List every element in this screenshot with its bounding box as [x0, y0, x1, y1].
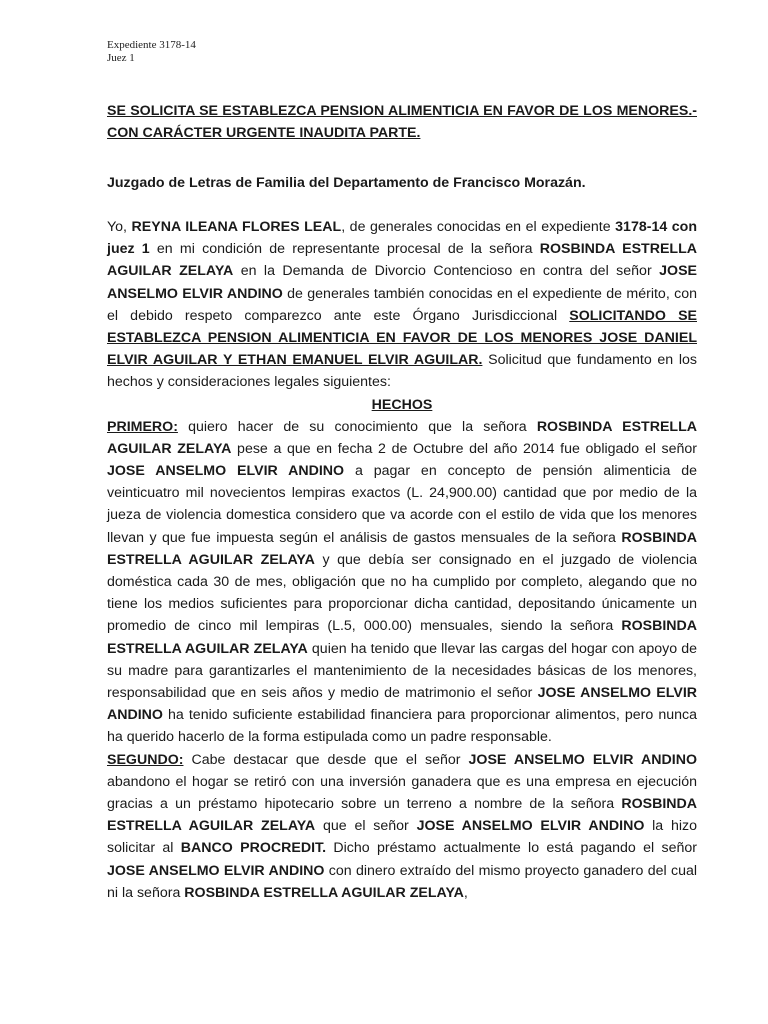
segundo-label: SEGUNDO: [107, 751, 184, 768]
paragraph-text: con dinero extraído del mismo proyecto ganadero del cual ni la señora [107, 862, 698, 901]
opponent-name: JOSE ANSELMO ELVIR ANDINO [468, 751, 698, 768]
bank-name: BANCO PROCREDIT. [180, 840, 327, 857]
attorney-name: REYNA ILEANA FLORES LEAL [131, 219, 342, 235]
intro-text: en la Demanda de Divorcio Contencioso en contra del señor [233, 263, 660, 280]
client-name: ROSBINDA ESTRELLA AGUILAR ZELAYA [107, 796, 697, 835]
primero-paragraph [107, 416, 697, 749]
paragraph-text: quien ha tenido que llevar las cargas del hogar con apoyo de su madre para garantizarles el mantenimiento de la necesidades básicas de los menores, responsabilidad que en seis años y medio de matrimonio el señor [107, 640, 698, 702]
intro-text: de generales también conocidas en el expediente de mérito, con el debido respeto comparezco ante este Órgano Jurisdiccional [107, 285, 697, 324]
opponent-name: JOSE ANSELMO ELVIR ANDINO [107, 862, 325, 879]
segundo-paragraph [107, 749, 697, 904]
case-header [107, 39, 196, 65]
paragraph-text: pese a que en fecha 2 de Octubre del año 2014 fue obligado el señor [231, 440, 697, 457]
paragraph-text: abandono el hogar se retiró con una inversión ganadera que es una empresa en ejecución gracias a un préstamo hipotecario sobre un terreno a nombre de la señora [107, 773, 697, 813]
opponent-name: JOSE ANSELMO ELVIR ANDINO [416, 818, 645, 835]
client-name: ROSBINDA ESTRELLA AGUILAR ZELAYA [107, 529, 697, 568]
paragraph-text: quiero hacer de su conocimiento que la señora [177, 418, 537, 435]
paragraph-text: a pagar en concepto de pensión alimenticia de veinticuatro mil novecientos lempiras exactos (L. 24,900.00) cantidad que por medio de la jueza de violencia domestica considero que va acorde con el estilo de vida que los menores llevan y que fue impuesta según el análisis de gastos mensuales de la señora [107, 463, 698, 546]
case-number: Expediente 3178-14 [107, 39, 196, 51]
opponent-name: JOSE ANSELMO ELVIR ANDINO [107, 463, 345, 480]
client-name: ROSBINDA ESTRELLA AGUILAR ZELAYA [184, 884, 464, 901]
paragraph-text: , [463, 884, 468, 901]
client-name: ROSBINDA ESTRELLA AGUILAR ZELAYA [107, 618, 697, 657]
intro-text: Yo, [107, 219, 132, 235]
paragraph-text: Cabe destacar que desde que el señor [183, 751, 469, 768]
court-name: Juzgado de Letras de Familia del Departamento de Francisco Morazán. [107, 175, 586, 191]
opponent-name: JOSE ANSELMO ELVIR ANDINO [107, 263, 697, 302]
case-reference: 3178-14 con juez 1 [107, 219, 698, 258]
client-name: ROSBINDA ESTRELLA AGUILAR ZELAYA [107, 241, 697, 280]
intro-text: Solicitud que fundamento en los hechos y consideraciones legales siguientes: [107, 352, 698, 391]
document-body [107, 100, 697, 904]
document-title: SE SOLICITA SE ESTABLEZCA PENSION ALIMENTICIA EN FAVOR DE LOS MENORES.- CON CARÁCTER URGENTE INAUDITA PARTE. [107, 103, 697, 141]
paragraph-text: Dicho préstamo actualmente lo está pagando el señor [326, 840, 697, 857]
judge-number: Juez 1 [107, 52, 135, 64]
paragraph-text: la hizo solicitar al [107, 818, 698, 857]
client-name: ROSBINDA ESTRELLA AGUILAR ZELAYA [107, 418, 697, 457]
paragraph-text: que el señor [315, 818, 417, 835]
hechos-heading: HECHOS [371, 396, 433, 413]
intro-text: , de generales conocidas en el expediente [341, 219, 616, 235]
paragraph-text: y que debía ser consignado en el juzgado de violencia doméstica cada 30 de mes, obligación que no ha cumplido por completo, alegando que no tiene los medios suficientes para proporcionar dicha cantidad, depositando únicamente un promedio de cinco mil lempiras (L.5, 000.00) mensuales, siendo la señora [107, 551, 697, 635]
intro-paragraph [107, 216, 697, 394]
request-statement: SOLICITANDO SE ESTABLEZCA PENSION ALIMENTICIA EN FAVOR DE LOS MENORES JOSE DANIEL ELVIR AGUILAR Y ETHAN EMANUEL ELVIR AGUILAR. [107, 307, 697, 369]
paragraph-text: ha tenido suficiente estabilidad financiera para proporcionar alimentos, pero nunca ha querido hacerlo de la forma estipulada como un padre responsable. [107, 707, 697, 746]
opponent-name: JOSE ANSELMO ELVIR ANDINO [107, 685, 698, 724]
intro-text: en mi condición de representante procesal de la señora [149, 241, 540, 258]
primero-label: PRIMERO: [107, 418, 178, 435]
